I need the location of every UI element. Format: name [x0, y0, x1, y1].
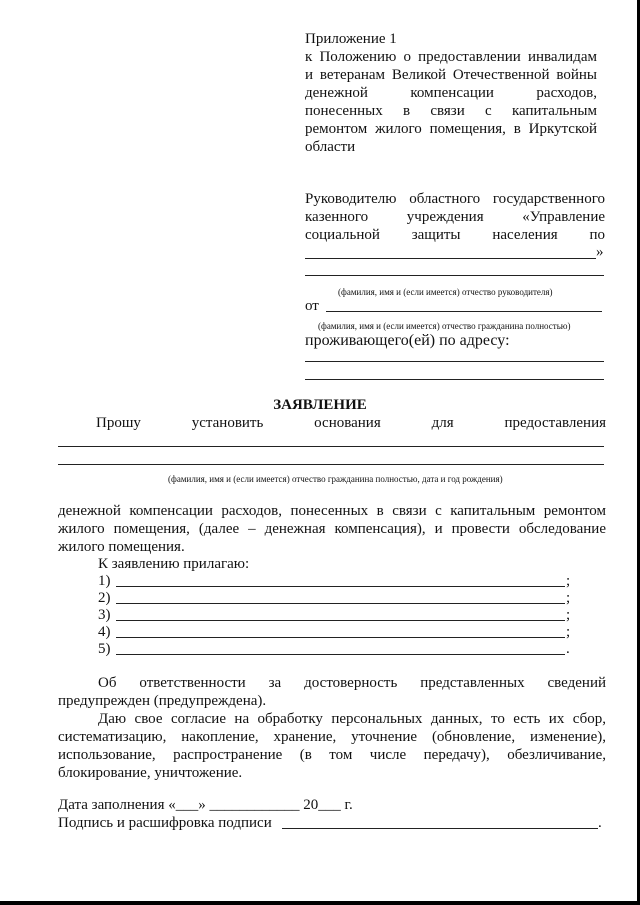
from-label: от [305, 298, 319, 314]
statement-first-line: Прошу установить основания для предоставления [96, 415, 606, 431]
addressee-line: социальной защиты населения по [305, 227, 605, 243]
attachment-number: 1) [98, 573, 111, 589]
residing-label: проживающего(ей) по адресу: [305, 332, 510, 349]
attachment-field[interactable] [116, 620, 565, 621]
consent-line: использование, распространение (в том числе передачу), обезличивание, [58, 747, 606, 763]
person-field-1[interactable] [58, 446, 604, 447]
appendix-heading: Приложение 1 [305, 31, 397, 47]
person-field-2[interactable] [58, 464, 604, 465]
head-name-field[interactable] [305, 275, 604, 276]
attachment-end: ; [566, 624, 571, 640]
address-field-2[interactable] [305, 379, 604, 380]
scan-border-bottom [0, 901, 640, 905]
signature-end: . [598, 815, 602, 831]
appendix-block [305, 30, 597, 156]
attachment-end: ; [566, 607, 571, 623]
attachment-field[interactable] [116, 637, 565, 638]
appendix-line: ремонтом жилого помещения, в Иркутской [305, 121, 597, 137]
body-line: жилого помещения, (далее – денежная компенсация), и провести обследование [58, 521, 606, 537]
consent-first-line: Даю свое согласие на обработку персональных данных, то есть их сбор, [98, 711, 606, 727]
responsibility-last-line: предупрежден (предупреждена). [58, 693, 267, 709]
body-line: денежной компенсации расходов, понесенных в связи с капитальным ремонтом [58, 503, 606, 519]
attachment-end: ; [566, 590, 571, 606]
responsibility-line: Об ответственности за достоверность представленных сведений [98, 675, 606, 691]
appendix-line: понесенных в связи с капитальным [305, 103, 597, 119]
attachment-number: 5) [98, 641, 111, 657]
appendix-last-line: области [305, 139, 356, 155]
attach-label: К заявлению прилагаю: [98, 556, 250, 572]
head-name-caption: (фамилия, имя и (если имеется) отчество руководителя) [338, 287, 553, 297]
attachment-number: 2) [98, 590, 111, 606]
agency-district-field[interactable] [305, 258, 596, 259]
closing-quote: » [596, 244, 604, 260]
attachment-number: 4) [98, 624, 111, 640]
attachment-number: 3) [98, 607, 111, 623]
appendix-line: к Положению о предоставлении инвалидам [305, 49, 597, 65]
body-last-line: жилого помещения. [58, 539, 185, 555]
consent-last-line: блокирование, уничтожение. [58, 765, 243, 781]
addressee-block [305, 190, 605, 244]
consent-line: систематизацию, накопление, хранение, уточнение (обновление, изменение), [58, 729, 606, 745]
statement-title: ЗАЯВЛЕНИЕ [273, 397, 367, 413]
applicant-name-field[interactable] [326, 311, 602, 312]
date-filled-line: Дата заполнения «___» ____________ 20___ г. [58, 797, 353, 813]
attachment-field[interactable] [116, 654, 565, 655]
address-field-1[interactable] [305, 361, 604, 362]
addressee-line: Руководителю областного государственного [305, 191, 605, 207]
appendix-line: и ветеранам Великой Отечественной войны [305, 67, 597, 83]
attachment-field[interactable] [116, 586, 565, 587]
signature-field[interactable] [282, 828, 598, 829]
applicant-name-caption: (фамилия, имя и (если имеется) отчество гражданина полностью) [318, 321, 571, 331]
attachment-end: ; [566, 573, 571, 589]
appendix-line: денежной компенсации расходов, [305, 85, 597, 101]
attachment-end: . [566, 641, 570, 657]
person-caption: (фамилия, имя и (если имеется) отчество гражданина полностью, дата и год рождения) [168, 474, 503, 484]
addressee-line: казенного учреждения «Управление [305, 209, 605, 225]
attachment-field[interactable] [116, 603, 565, 604]
signature-label: Подпись и расшифровка подписи [58, 815, 272, 831]
